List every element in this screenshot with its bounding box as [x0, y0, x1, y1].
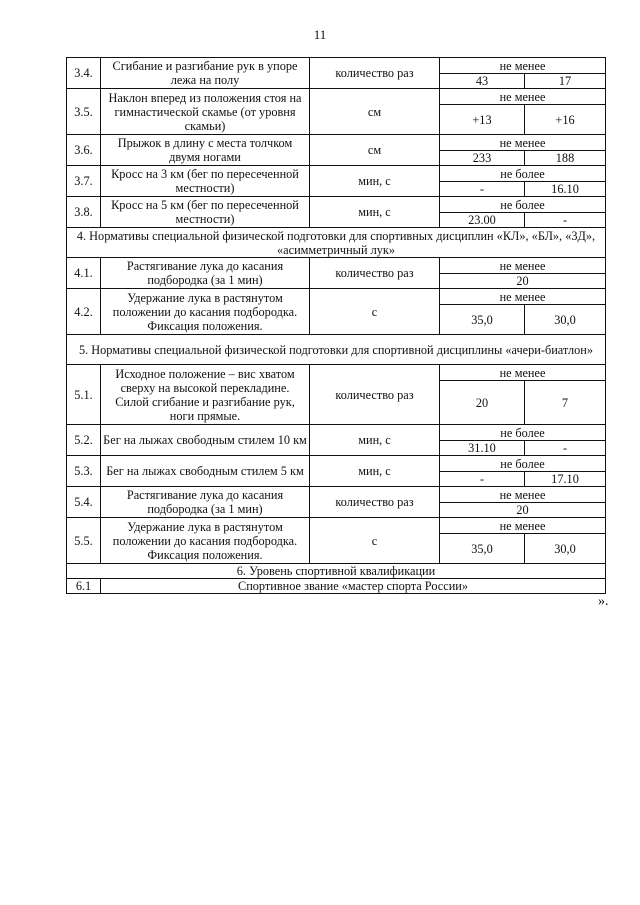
- value-cell: 188: [525, 151, 606, 166]
- row-number: 3.7.: [67, 166, 101, 197]
- section-row: [67, 228, 606, 258]
- condition-cell: не менее: [440, 58, 606, 74]
- row-number: 4.1.: [67, 258, 101, 289]
- standards-table: [66, 57, 606, 594]
- value-cell: 17.10: [525, 472, 606, 487]
- exercise-name: Наклон вперед из положения стоя на гимнастической скамье (от уровня скамьи): [101, 89, 310, 135]
- condition-cell: не более: [440, 197, 606, 213]
- row-number: 5.4.: [67, 487, 101, 518]
- row-number: 3.5.: [67, 89, 101, 135]
- unit-cell: количество раз: [310, 487, 440, 518]
- value-cell: +16: [525, 105, 606, 135]
- qualification-cell: Спортивное звание «мастер спорта России»: [101, 579, 606, 594]
- unit-cell: количество раз: [310, 258, 440, 289]
- exercise-name: Сгибание и разгибание рук в упоре лежа на полу: [101, 58, 310, 89]
- section-heading: 6. Уровень спортивной квалификации: [67, 564, 606, 579]
- condition-cell: не более: [440, 456, 606, 472]
- row-number: 5.5.: [67, 518, 101, 564]
- row-number: 5.3.: [67, 456, 101, 487]
- unit-cell: мин, с: [310, 425, 440, 456]
- value-cell: +13: [440, 105, 525, 135]
- exercise-name: Растягивание лука до касания подбородка (за 1 мин): [101, 258, 310, 289]
- section-row: [67, 564, 606, 579]
- table-row: [67, 487, 606, 503]
- table-row: [67, 197, 606, 213]
- table-row: [67, 518, 606, 534]
- condition-cell: не менее: [440, 135, 606, 151]
- unit-cell: мин, с: [310, 166, 440, 197]
- value-cell: 20: [440, 381, 525, 425]
- table-row: [67, 58, 606, 74]
- row-number: 3.4.: [67, 58, 101, 89]
- exercise-name: Бег на лыжах свободным стилем 5 км: [101, 456, 310, 487]
- value-cell: -: [440, 182, 525, 197]
- table-row: [67, 365, 606, 381]
- value-cell: 20: [440, 274, 606, 289]
- table-row: [67, 289, 606, 305]
- condition-cell: не менее: [440, 258, 606, 274]
- value-cell: -: [440, 472, 525, 487]
- value-cell: 35,0: [440, 305, 525, 335]
- section-row: [67, 335, 606, 365]
- unit-cell: мин, с: [310, 456, 440, 487]
- table-row: [67, 258, 606, 274]
- condition-cell: не менее: [440, 518, 606, 534]
- exercise-name: Прыжок в длину с места толчком двумя ногами: [101, 135, 310, 166]
- unit-cell: с: [310, 518, 440, 564]
- value-cell: 16.10: [525, 182, 606, 197]
- exercise-name: Кросс на 3 км (бег по пересеченной местности): [101, 166, 310, 197]
- value-cell: 31.10: [440, 441, 525, 456]
- value-cell: 35,0: [440, 534, 525, 564]
- table-row: [67, 456, 606, 472]
- exercise-name: Бег на лыжах свободным стилем 10 км: [101, 425, 310, 456]
- value-cell: 7: [525, 381, 606, 425]
- closing-quote: ».: [598, 594, 609, 609]
- condition-cell: не менее: [440, 365, 606, 381]
- value-cell: 23.00: [440, 213, 525, 228]
- unit-cell: см: [310, 89, 440, 135]
- table-row: [67, 166, 606, 182]
- condition-cell: не более: [440, 425, 606, 441]
- unit-cell: см: [310, 135, 440, 166]
- table-row: [67, 135, 606, 151]
- row-number: 5.1.: [67, 365, 101, 425]
- condition-cell: не менее: [440, 487, 606, 503]
- table-row: [67, 425, 606, 441]
- section-heading: 5. Нормативы специальной физической подготовки для спортивной дисциплины «ачери-биатлон»: [67, 335, 606, 365]
- unit-cell: мин, с: [310, 197, 440, 228]
- value-cell: -: [525, 213, 606, 228]
- condition-cell: не более: [440, 166, 606, 182]
- table-row: [67, 89, 606, 105]
- row-number: 6.1: [67, 579, 101, 594]
- value-cell: 30,0: [525, 534, 606, 564]
- condition-cell: не менее: [440, 89, 606, 105]
- value-cell: 20: [440, 503, 606, 518]
- row-number: 4.2.: [67, 289, 101, 335]
- row-number: 5.2.: [67, 425, 101, 456]
- row-number: 3.8.: [67, 197, 101, 228]
- value-cell: 233: [440, 151, 525, 166]
- table-row: [67, 579, 606, 594]
- exercise-name: Удержание лука в растянутом положении до касания подбородка. Фиксация положения.: [101, 518, 310, 564]
- unit-cell: количество раз: [310, 365, 440, 425]
- value-cell: 17: [525, 74, 606, 89]
- value-cell: 43: [440, 74, 525, 89]
- unit-cell: количество раз: [310, 58, 440, 89]
- exercise-name: Исходное положение – вис хватом сверху на высокой перекладине. Силой сгибание и разгибание рук, ноги прямые.: [101, 365, 310, 425]
- page-number: 11: [313, 27, 327, 42]
- exercise-name: Растягивание лука до касания подбородка (за 1 мин): [101, 487, 310, 518]
- condition-cell: не менее: [440, 289, 606, 305]
- exercise-name: Удержание лука в растянутом положении до касания подбородка. Фиксация положения.: [101, 289, 310, 335]
- value-cell: -: [525, 441, 606, 456]
- unit-cell: с: [310, 289, 440, 335]
- section-heading: 4. Нормативы специальной физической подготовки для спортивных дисциплин «КЛ», «БЛ», «3Д», «асимметричный лук»: [67, 228, 606, 258]
- exercise-name: Кросс на 5 км (бег по пересеченной местности): [101, 197, 310, 228]
- row-number: 3.6.: [67, 135, 101, 166]
- value-cell: 30,0: [525, 305, 606, 335]
